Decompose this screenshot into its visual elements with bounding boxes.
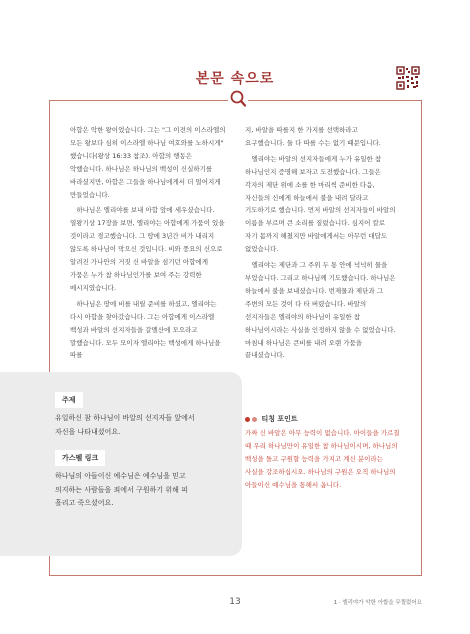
body-paragraph: 엘리야는 바알의 선지자들에게 누가 유일한 참 하나님인지 증명해 보자고 도전했습니다. 그들은 각자의 제단 위에 소를 한 마리씩 준비한 다음, 자신들의 신에게 하늘에서 불을 내려 달라고 기도하기로 했습니다. 먼저 바알의 선지자들이 바알의 이름을 부르며 큰 소리를 질렀습니다. 심지어 칼로 자기 몸까지 해쳤지만 바알에게서는 아무런 대답도 없었습니다. <box>245 154 396 254</box>
theme-text: 유일하신 참 하나님이 바알의 선지자들 앞에서 자신을 나타내셨어요. <box>55 414 195 436</box>
theme-label: 주제 <box>55 392 83 408</box>
magnifier-icon <box>228 88 248 110</box>
sidebar-panel <box>0 372 242 556</box>
gospel-link-label: 가스펠 링크 <box>55 450 105 466</box>
page-number: 13 <box>229 597 241 607</box>
teaching-point-label: 티칭 포인트 <box>261 415 298 423</box>
page-title: 본문 속으로 <box>195 71 275 87</box>
body-right-column <box>245 124 399 365</box>
teaching-point-text: 가짜 신 바알은 아무 능력이 없습니다. 아이들을 가르칠 때 우리 하나님만이 유일한 참 하나님이시며, 하나님의 백성을 돌고 구원할 능력을 가지고 계신 분이라는 사실을 강조하십시오. 하나님의 구원은 오직 하나님의 아들이신 예수님을 통해서 옵니다. <box>245 429 400 489</box>
qr-code-icon <box>396 66 420 90</box>
body-paragraph: 엘리야는 제단과 그 주위 두 통 안에 넉넉히 물을 부었습니다. 그리고 하나님께 기도했습니다. 하나님은 하늘에서 불을 보내셨습니다. 번제물과 제단과 그 주변의 모든 것이 다 타 버렸습니다. 바알의 선지자들은 엘리야의 하나님이 유일한 참 하나님이시라는 사실을 인정하지 않을 수 없었습니다. 마침내 하나님은 큰비를 내려 오랜 가뭄을 끝내셨습니다. <box>245 261 396 360</box>
body-paragraph: 하나님은 엘리야를 보내 아합 앞에 세우셨습니다. 열왕기상 17장을 보면, 엘리야는 아합에게 가뭄이 있을 것이라고 경고했습니다. 그 땅에 3년간 비가 내리지 않도록 하나님이 막으신 것입니다. 비와 풍요의 신으로 알려진 가나안의 거짓 신 바알을 섬기던 아합에게 가뭄은 누가 참 하나님인가를 보여 주는 강력한 메시지였습니다. <box>70 206 225 292</box>
body-paragraph: 지, 바알을 따를지 한 가지를 선택하라고 요구했습니다. 둘 다 따를 수는 없기 때문입니다. <box>245 126 381 147</box>
bullet-dot-icon <box>245 417 250 422</box>
body-paragraph: 아합은 악한 왕이었습니다. 그는 "그 이전의 이스라엘의 모든 왕보다 심히 이스라엘 하나님 여호와를 노하시게" 했습니다(왕상 16:33 참조). 아합의 행동은 악했습니다. 하나님은 하나님의 백성이 신실하기를 바라셨지만, 아합은 그들을 하나님에게서 더 멀어지게 만들었습니다. <box>70 126 226 199</box>
gospel-link-text: 하나님의 아들이신 예수님은 예수님을 믿고 의지하는 사람들을 죄에서 구원하기 위해 피 흘리고 죽으셨어요. <box>55 472 188 507</box>
body-left-column <box>70 124 227 365</box>
body-paragraph: 하나님은 땅에 비를 내릴 준비를 하셨고, 엘리야는 다시 아합을 찾아갔습니다. 그는 아합에게 이스라엘 백성과 바알의 선지자들을 갈멜산에 모으라고 말했습니다. 모두 모이자 엘리야는 백성에게 하나님을 따를 <box>70 299 221 360</box>
teaching-point-heading <box>245 414 298 424</box>
chapter-title: 1 · 엘리야가 악한 아합을 무찔렀어요 <box>333 600 422 606</box>
bullet-dot-icon <box>252 417 257 422</box>
